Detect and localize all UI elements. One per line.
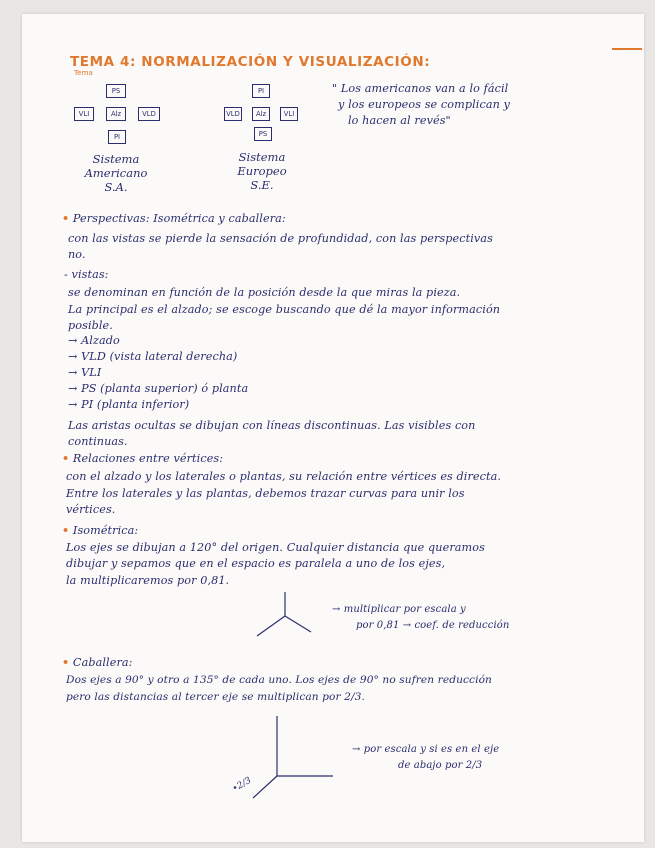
cavalier-note: de abajo por 2/3 [398,760,483,771]
page-edge-mark [612,48,642,50]
cavalier-note: → por escala y si es en el eje [352,744,500,755]
box-bottom: PI [108,130,126,144]
text-line: con las vistas se pierde la sensación de profundidad, con las perspectivas [68,232,493,245]
european-system-label: Sistema Europeo S.E. [237,150,287,192]
notebook-page: TEMA 4: NORMALIZACIÓN Y VISUALIZACIÓN: Tema PS VLI Alz VLD PI Sistema Americano S.A. PI VLD Alz VLI PS Sistema Europeo S.E. " Los americanos van a lo fácil y los europeos se complican y lo hacen al revés" • Perspectivas: Isométrica y caballera: con las vistas se pierde la sensación de profundidad, con las perspectivas no. - vistas: se denominan en función de la posición desde la que miras la pieza. La principal es el alzado; se escoge buscando que dé la mayor información posible. → Alzado → VLD (vista lateral derecha) → VLI → PS (planta superior) ó planta → PI (planta inferior) Las aristas ocultas se dibujan con líneas discontinuas. Las visibles con continuas. • Relaciones entre vértices: con el alzado y los laterales o plantas, su relación entre vértices es directa. Entre los laterales y las plantas, debemos trazar curvas para unir los vértices. • Isométrica: Los ejes se dibujan a 120° del origen. Cualquier distancia que queramos dibujar y sepamos que en el espacio es paralela a uno de los ejes, la multiplicaremos por 0,81. → multiplicar por escala y por 0,81 → coef. de reducción • Caballera: Dos ejes a 90° y otro a 135° de cada uno. Los ejes de 90° no sufren reducción pero las distancias al tercer eje se multiplican por 2/3. •2/3 → por escala y si es en el eje de abajo por 2/3 [22,14,644,842]
list-item: → PS (planta superior) ó planta [68,382,249,395]
text-line: Entre los laterales y las plantas, debemos trazar curvas para unir los [66,487,465,500]
box-left: VLI [74,107,94,121]
page-title: TEMA 4: NORMALIZACIÓN Y VISUALIZACIÓN: [70,54,431,70]
list-item: → PI (planta inferior) [68,398,190,411]
text-line: Dos ejes a 90° y otro a 135° de cada uno. Los ejes de 90° no sufren reducción [66,674,492,686]
isometric-note: por 0,81 → coef. de reducción [356,620,510,631]
list-item: → VLI [68,366,102,379]
list-item: → VLD (vista lateral derecha) [68,350,238,363]
box-left: VLD [224,107,242,121]
box-center: Alz [106,107,126,121]
text-line: vértices. [66,503,116,516]
text-line: no. [68,248,86,261]
text-line: Las aristas ocultas se dibujan con líneas discontinuas. Las visibles con [68,419,476,432]
american-system-label: Sistema Americano S.A. [84,152,148,194]
text-line: la multiplicaremos por 0,81. [66,574,230,587]
box-bottom: PS [254,127,272,141]
isometrica-heading: • Isométrica: [62,523,139,537]
perspectivas-heading: • Perspectivas: Isométrica y caballera: [62,211,286,225]
text-line: posible. [68,319,113,332]
text-line: pero las distancias al tercer eje se multiplican por 2/3. [66,691,365,703]
box-top: PI [252,84,270,98]
cavalier-axis-label: •2/3 [230,775,254,795]
caballera-heading: • Caballera: [62,655,133,669]
relaciones-heading: • Relaciones entre vértices: [62,451,224,465]
text-line: dibujar y sepamos que en el espacio es paralela a uno de los ejes, [66,557,446,570]
vistas-heading: - vistas: [64,268,109,281]
box-center: Alz [252,107,270,121]
text-line: continuas. [68,435,128,448]
box-right: VLI [280,107,298,121]
isometric-note: → multiplicar por escala y [332,604,466,615]
cavalier-axes-drawing [247,714,337,804]
isometric-axes-drawing [247,592,317,642]
box-right: VLD [138,107,160,121]
list-item: → Alzado [68,334,120,347]
text-line: se denominan en función de la posición desde la que miras la pieza. [68,286,461,299]
text-line: Los ejes se dibujan a 120° del origen. Cualquier distancia que queramos [66,541,485,554]
box-top: PS [106,84,126,98]
title-subscript: Tema [74,69,93,77]
text-line: con el alzado y los laterales o plantas, su relación entre vértices es directa. [66,470,502,483]
text-line: La principal es el alzado; se escoge buscando que dé la mayor información [68,303,501,316]
